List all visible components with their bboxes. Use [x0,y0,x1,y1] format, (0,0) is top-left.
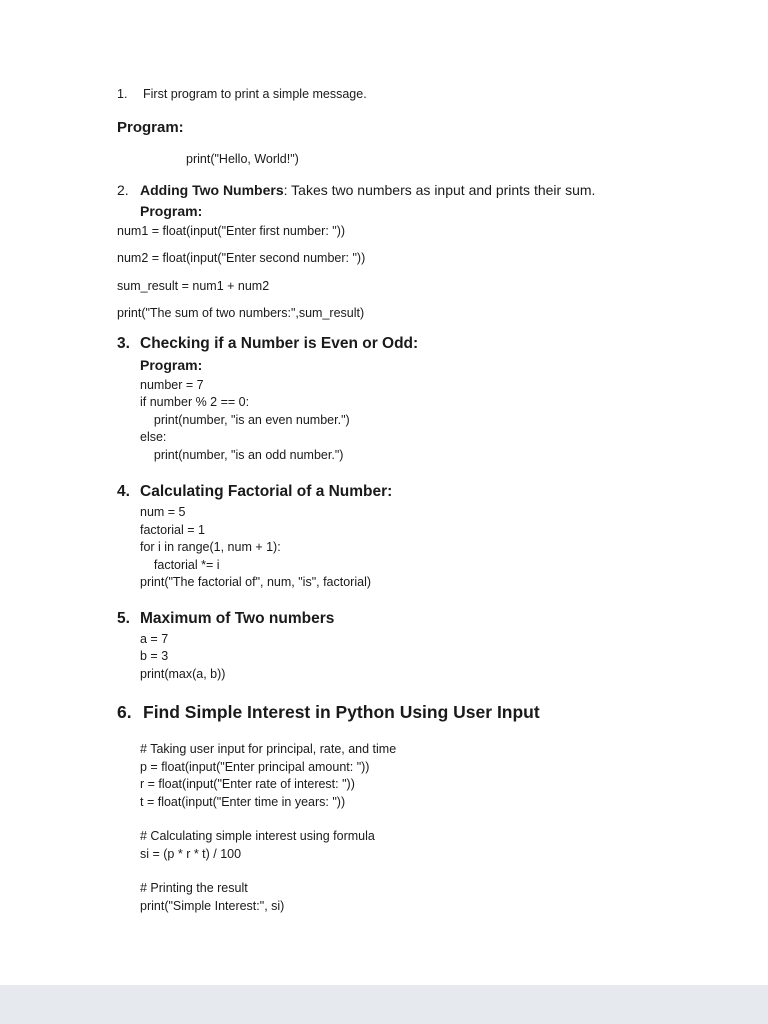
code-line: # Calculating simple interest using formula [140,829,375,843]
section-4-heading [117,481,668,502]
program-label-2: Program: [140,202,203,219]
section-5-heading [117,608,668,629]
item-5-title: Maximum of Two numbers [140,609,335,627]
code-line: # Printing the result [140,881,248,895]
item-6-title: Find Simple Interest in Python Using User Input [143,702,540,722]
code-line: for i in range(1, num + 1): [140,540,281,554]
code-line: # Taking user input for principal, rate, and time [140,742,397,756]
list-item-2 [117,181,668,200]
item-1-title: First program to print a simple message. [143,87,367,101]
code-line: print("The factorial of", num, "is", factorial) [140,575,372,589]
section-3-heading [117,333,668,354]
list-number-4: 4. [117,483,130,500]
code-line: factorial = 1 [140,522,205,537]
item-2-title [140,181,595,200]
code-line: b = 3 [140,649,169,663]
item-4-title: Calculating Factorial of a Number: [140,483,393,500]
code-line: print(max(a, b)) [140,666,226,681]
code-line: r = float(input("Enter rate of interest: ")) [140,777,355,791]
code-line: number = 7 [140,377,204,392]
item-3-title: Checking if a Number is Even or Odd: [140,334,419,352]
code-line: else: [140,430,167,444]
item-2-title-bold: Adding Two Numbers [140,181,284,198]
code-line: sum_result = num1 + num2 [117,278,270,293]
code-line: p = float(input("Enter principal amount: ")) [140,759,370,774]
section-6-heading [117,700,668,724]
list-number-5: 5. [117,609,130,627]
code-line: si = (p * r * t) / 100 [140,846,242,861]
code-line: print(number, "is an odd number.") [140,447,344,462]
code-line: if number % 2 == 0: [140,395,250,409]
program-label-3: Program: [140,356,203,373]
list-number-2: 2. [117,181,129,198]
code-line: print(number, "is an even number.") [140,412,350,427]
code-line: factorial *= i [140,557,220,572]
list-item-1 [117,86,668,102]
program-label-1: Program: [117,119,184,136]
code-line: print("Simple Interest:", si) [140,898,285,913]
code-line: print("Hello, World!") [186,152,299,166]
code-line: print("The sum of two numbers:",sum_result) [117,306,365,320]
list-number-3: 3. [117,334,130,352]
code-line: num1 = float(input("Enter first number: ")) [117,223,346,238]
code-line: num = 5 [140,505,186,519]
code-line: a = 7 [140,631,169,646]
item-2-title-rest: : Takes two numbers as input and prints their sum. [283,181,596,198]
list-number-1: 1. [117,87,128,101]
code-line: t = float(input("Enter time in years: ")) [140,794,346,809]
code-line: num2 = float(input("Enter second number: ")) [117,251,366,265]
list-number-6: 6. [117,702,132,722]
